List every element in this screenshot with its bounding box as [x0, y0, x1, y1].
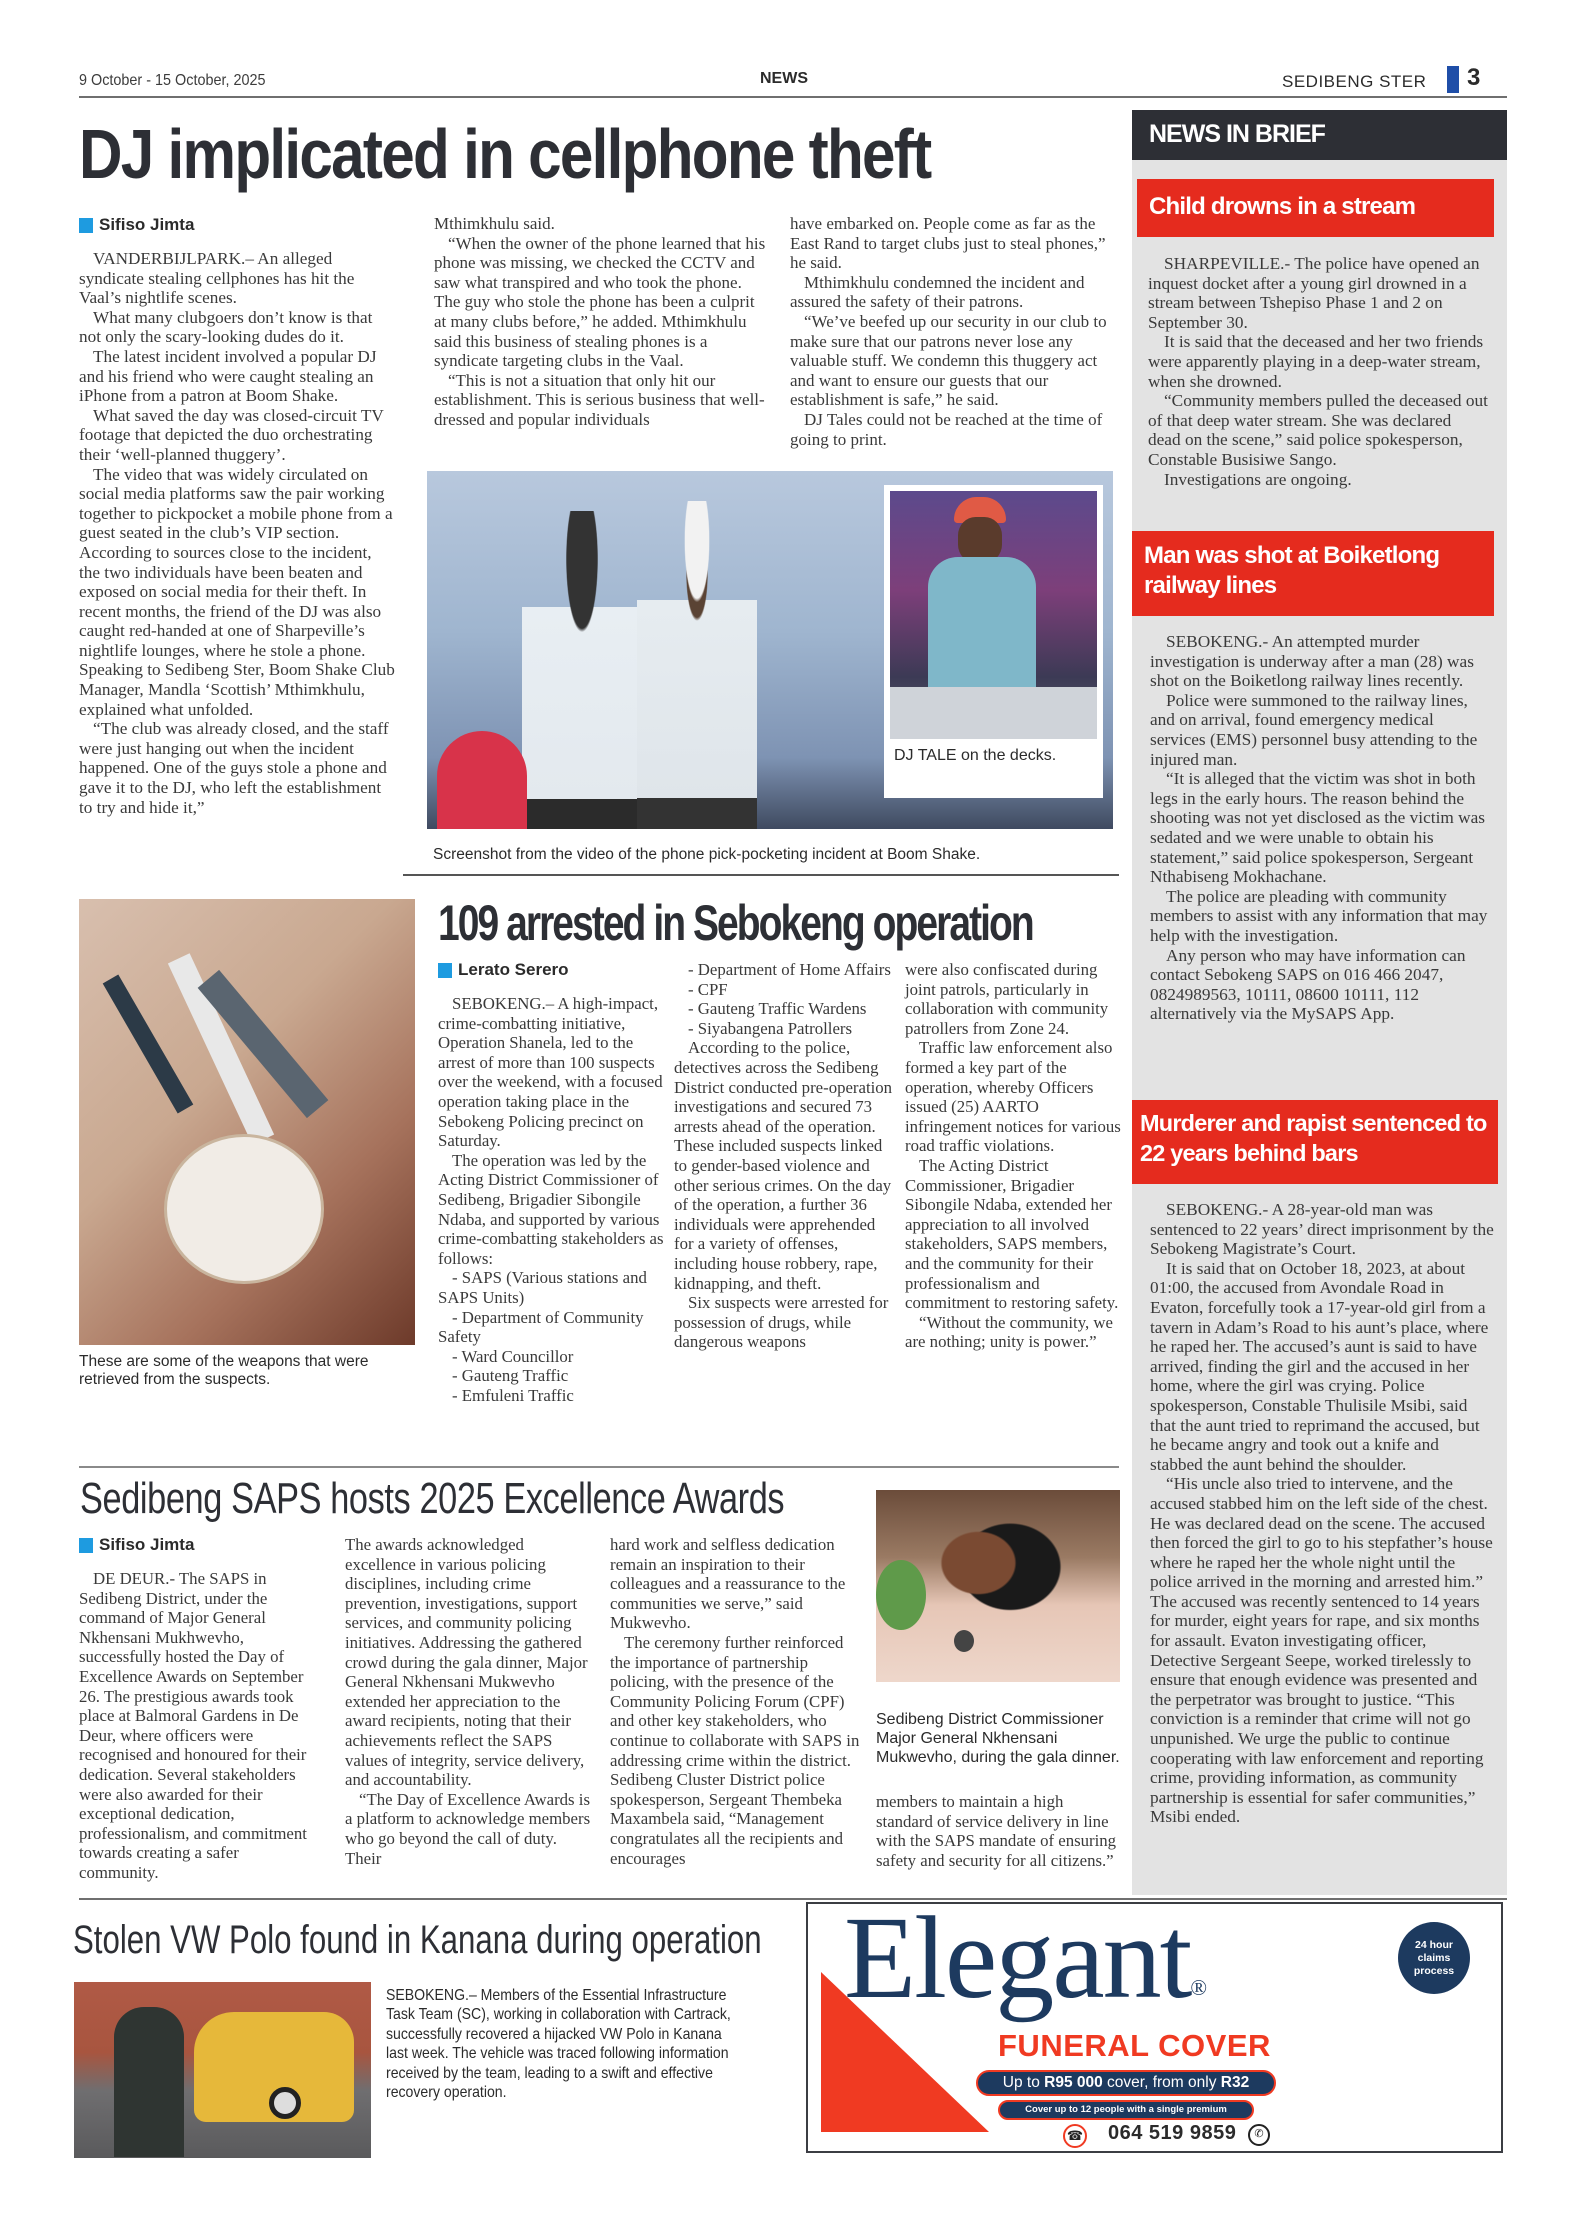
- elegant-funeral-cover-ad[interactable]: [806, 1902, 1503, 2153]
- offer-price: R32: [1220, 2074, 1250, 2091]
- dj-shirt: [928, 557, 1036, 697]
- dj-column-1: [79, 215, 395, 817]
- bucket: [164, 1134, 324, 1284]
- dj-decks: [890, 687, 1097, 739]
- offer-amount: R95 000: [1044, 2074, 1103, 2091]
- arrests-column-2: [674, 960, 894, 1352]
- paragraph: DE DEUR.- The SAPS in Sedibeng District, under the command of Major General Nkhensani Mukhwevho, successfully hosted the Day of Excellence Awards on September 26. The prestigious awards took place at Balmoral Gardens in De Deur, where officers were recognised and honoured for their dedication. Several stakeholders were also awarded for their exceptional dedication, professionalism, and commitment towards creating a safer community.: [79, 1569, 307, 1882]
- brief-headline-murderer-sentenced: Murderer and rapist sentenced to 22 years behind bars: [1132, 1100, 1498, 1184]
- arrests-column-1: [438, 960, 664, 1405]
- registered-mark: ®: [1190, 1975, 1206, 2000]
- flowers: [876, 1560, 926, 1630]
- awards-column-1: [79, 1535, 319, 1883]
- brief-headline-man-shot: Man was shot at Boiketlong railway lines: [1132, 531, 1494, 616]
- paragraph: Investigations are ongoing.: [1164, 469, 1352, 489]
- paragraph: The operation was led by the Acting District Commissioner of Sedibeng, Brigadier Sibongile Ndaba, and supported by various crime-combatting stakeholders as follows:: [438, 1150, 664, 1268]
- dj-inset-frame: [884, 485, 1103, 798]
- cctv-photo-caption: Screenshot from the video of the phone pick-pocketing incident at Boom Shake.: [433, 846, 981, 863]
- section-divider: [403, 874, 1119, 876]
- suspect-figure-1: [522, 511, 642, 829]
- paragraph: VANDERBIJLPARK.– An alleged syndicate stealing cellphones has hit the Vaal’s nightlife scenes.: [79, 249, 355, 308]
- byline-author: Sifiso Jimta: [99, 1535, 195, 1554]
- paragraph: The latest incident involved a popular DJ and his friend who were caught stealing an iPhone from a patron at Boom Shake.: [79, 346, 377, 406]
- byline-author: Sifiso Jimta: [99, 215, 195, 234]
- page-number-bar: [1447, 66, 1459, 93]
- paragraph: “When the owner of the phone learned that his phone was missing, we checked the CCTV and saw what transpired and who took the phone. The guy who stole the phone has been a culprit at many clubs before,” he added. Mthimkhulu said this business of stealing phones is a syndicate targeting clubs in the Vaal.: [434, 233, 766, 371]
- paragraph: have embarked on. People come as far as the East Rand to target clubs just to steal phones,” he said.: [790, 214, 1106, 273]
- news-in-brief-header: NEWS IN BRIEF: [1132, 110, 1507, 160]
- paragraph: It is said that the deceased and her two friends were apparently playing in a deep-water stream, when she drowned.: [1148, 332, 1484, 391]
- patron-red-cap: [437, 731, 527, 829]
- ad-product: FUNERAL COVER: [998, 2028, 1271, 2063]
- paragraph: “It is alleged that the victim was shot in both legs in the early hours. The reason behind the shooting was not yet disclosed as the victim was sedated and we were unable to obtain his statement,” said police spokesperson, Sergeant Nthabiseng Mokhachane.: [1150, 769, 1486, 887]
- ad-brand: [844, 1902, 1206, 2023]
- whatsapp-icon: ✆: [1248, 2124, 1270, 2146]
- section-label: NEWS: [760, 70, 808, 87]
- microphone: [954, 1630, 974, 1652]
- brief-body-murderer-sentenced: [1150, 1200, 1495, 1827]
- paragraph: The awards acknowledged excellence in various policing disciplines, including crime prevention, investigations, support services, and community policing initiatives. Addressing the gathered crowd during the gala dinner, Major General Nkhensani Mukwevho extended her appreciation to the award recipients, noting that their achievements reflect the SAPS values of integrity, service delivery, and accountability.: [345, 1535, 588, 1790]
- suspect-figure-2: [637, 501, 757, 829]
- claims-badge: [1398, 1922, 1470, 1994]
- paragraph: SEBOKENG.- A 28-year-old man was sentenced to 22 years’ direct imprisonment by the Sebokeng Magistrate’s Court.: [1150, 1200, 1494, 1259]
- dj-column-2: [434, 214, 770, 430]
- paragraph: “Without the community, we are nothing; unity is power.”: [905, 1312, 1113, 1352]
- machete-1: [103, 975, 194, 1114]
- issue-date: 9 October - 15 October, 2025: [79, 72, 266, 89]
- paragraph: - Siyabangena Patrollers: [688, 1018, 853, 1038]
- badge-text: 24 hour: [1415, 1939, 1453, 1951]
- paragraph: - Emfuleni Traffic: [452, 1385, 574, 1405]
- headline-polo: Stolen VW Polo found in Kanana during operation: [73, 1918, 762, 1962]
- paragraph: - Ward Councillor: [452, 1346, 574, 1366]
- article-body: [79, 249, 395, 817]
- paragraph: - Gauteng Traffic Wardens: [688, 999, 867, 1019]
- vw-polo-photo: [74, 1982, 371, 2158]
- headline-awards: Sedibeng SAPS hosts 2025 Excellence Awards: [80, 1474, 785, 1523]
- paragraph: - SAPS (Various stations and SAPS Units): [438, 1268, 647, 1307]
- paragraph: The police are pleading with community members to assist with any information that may help with the investigation.: [1150, 886, 1488, 945]
- weapons-photo-caption: These are some of the weapons that were retrieved from the suspects.: [79, 1353, 369, 1388]
- byline-author: Lerato Serero: [458, 960, 569, 979]
- ad-tagline-pill: Cover up to 12 people with a single premium: [998, 2100, 1254, 2120]
- inset-caption: DJ TALE on the decks.: [894, 747, 1057, 764]
- byline: [79, 215, 395, 235]
- commissioner-photo: [876, 1490, 1120, 1682]
- paragraph: - Department of Home Affairs: [688, 960, 891, 979]
- byline-marker-icon: [79, 218, 93, 233]
- brief-body-man-shot: [1150, 632, 1490, 1024]
- ad-phone-number[interactable]: 064 519 9859: [1108, 2122, 1237, 2144]
- ad-offer-pill: [976, 2070, 1276, 2096]
- section-divider: [79, 1898, 1507, 1900]
- paragraph: “The club was already closed, and the staff were just hanging out when the incident happened. One of the guys stole a phone and gave it to the DJ, who left the establishment to try and hide it,”: [79, 719, 389, 817]
- paragraph: were also confiscated during joint patrols, particularly in collaboration with community patrollers from Zone 24.: [905, 960, 1109, 1038]
- paragraph: - Gauteng Traffic: [452, 1366, 569, 1386]
- headline-dj-theft: DJ implicated in cellphone theft: [79, 115, 931, 193]
- brief-body-child-drowns: [1148, 254, 1488, 489]
- headline-arrests: 109 arrested in Sebokeng operation: [438, 895, 1033, 951]
- article-body: [79, 1569, 319, 1883]
- paragraph: - CPF: [688, 979, 728, 999]
- badge-text: claims: [1417, 1952, 1451, 1964]
- byline-marker-icon: [438, 963, 452, 978]
- paragraph: It is said that on October 18, 2023, at about 01:00, the accused from Avondale Road in Evaton, forcefully took a 17-year-old girl from a tavern in Adam’s Road to his aunt’s place, where he raped her. The accused’s aunt is said to have arrived, finding the girl and the accused in her home, where the girl was crying. Police spokesperson, Constable Thulisile Msibi, said that the aunt tried to reprimand the accused, but he became angry and took out a knife and stabbed the aunt behind the shoulder.: [1150, 1258, 1489, 1474]
- telephone-icon: ☎: [1063, 2124, 1087, 2148]
- paragraph: The ceremony further reinforced the importance of partnership policing, with the presence of the Community Policing Forum (CPF) and other key stakeholders, who continue to collaborate with SAPS in addressing crime within the district. Sedibeng Cluster District police spokesperson, Sergeant Thembeka Maxambela said, “Management congratulates all the recipients and encourages: [610, 1632, 860, 1868]
- article-body: [438, 994, 664, 1405]
- paragraph: members to maintain a high standard of service delivery in line with the SAPS mandate of ensuring safety and security for all citizens.”: [876, 1792, 1117, 1870]
- paragraph: The Acting District Commissioner, Brigadier Sibongile Ndaba, extended her appreciation to all involved stakeholders, SAPS members, and the community for their professionalism and commitment to restoring safety.: [905, 1155, 1119, 1313]
- paragraph: The video that was widely circulated on social media platforms saw the pair working together to pickpocket a mobile phone from a guest seated in the club’s VIP section. According to sources close to the incident, the two individuals have been beaten and exposed on social media for their theft. In recent months, the friend of the DJ was also caught red-handed at one of Sharpeville’s nightlife lounges, where he stole a phone. Speaking to Sedibeng Ster, Boom Shake Club Manager, Mandla ‘Scottish’ Mthimkhulu, explained what unfolded.: [79, 464, 395, 719]
- byline: [79, 1535, 319, 1555]
- header-divider: [79, 96, 1507, 98]
- commissioner-photo-caption: Sedibeng District Commissioner Major General Nkhensani Mukwevho, during the gala dinner.: [876, 1711, 1120, 1766]
- paragraph: According to the police, detectives across the Sedibeng District conducted pre-operation investigations and secured 73 arrests ahead of the operation. These included suspects linked to gender-based violence and other serious crimes. On the day of the operation, a further 36 individuals were apprehended for a variety of offenses, including house robbery, rape, kidnapping, and theft.: [674, 1038, 893, 1293]
- cctv-screenshot-photo: [427, 471, 1113, 829]
- paragraph: SEBOKENG.- An attempted murder investigation is underway after a man (28) was shot on the Boiketlong railway lines recently.: [1150, 632, 1474, 691]
- paragraph: What saved the day was closed-circuit TV footage that depicted the duo orchestrating their ‘well-planned thuggery’.: [79, 405, 384, 464]
- offer-text: Up to: [1002, 2074, 1045, 2091]
- weapons-photo: [79, 899, 415, 1345]
- badge-text: process: [1413, 1965, 1455, 1977]
- paragraph: Police were summoned to the railway lines, and on arrival, found emergency medical services (EMS) personnel busy attending to the injured man.: [1150, 690, 1478, 769]
- paragraph: Mthimkhulu condemned the incident and assured the safety of their patrons.: [790, 272, 1085, 312]
- dj-tale-photo: [890, 491, 1097, 739]
- police-officers: [114, 2007, 184, 2157]
- paragraph: “The Day of Excellence Awards is a platform to acknowledge members who go beyond the call of duty. Their: [345, 1789, 591, 1868]
- paragraph: - Department of Community Safety: [438, 1307, 644, 1347]
- byline: [438, 960, 664, 980]
- byline-marker-icon: [79, 1538, 93, 1553]
- paragraph: Any person who may have information can contact Sebokeng SAPS on 016 466 2047, 0824989563, 10111, 08600 10111, 112 alternatively via the MySAPS App.: [1150, 945, 1466, 1024]
- paragraph: “Community members pulled the deceased out of that deep water stream. She was declared dead on the scene,” said police spokesperson, Constable Busisiwe Sango.: [1148, 391, 1488, 469]
- publication-name: SEDIBENG STER: [1282, 72, 1427, 91]
- paragraph: What many clubgoers don’t know is that not only the scary-looking dudes do it.: [79, 307, 373, 347]
- paragraph: DJ Tales could not be reached at the time of going to print.: [790, 409, 1103, 449]
- arrests-column-3: [905, 960, 1127, 1352]
- paragraph: SEBOKENG.– A high-impact, crime-combatting initiative, Operation Shanela, led to the arrest of more than 100 suspects over the weekend, with a focused operation taking place in the Sebokeng Policing precinct on Saturday.: [438, 994, 663, 1151]
- paragraph: Six suspects were arrested for possession of drugs, while dangerous weapons: [674, 1293, 889, 1352]
- car-wheel: [269, 2087, 301, 2119]
- ad-brand-text: Elegant: [844, 1902, 1191, 2023]
- offer-text: cover, from only: [1102, 2074, 1221, 2091]
- brief-headline-child-drowns: Child drowns in a stream: [1137, 179, 1494, 237]
- paragraph: Traffic law enforcement also formed a key part of the operation, whereby Officers issued (25) AARTO infringement notices for various road traffic violations.: [905, 1038, 1121, 1156]
- polo-article-body: SEBOKENG.– Members of the Essential Infrastructure Task Team (SC), working in collaboration with Cartrack, successfully recovered a hijacked VW Polo in Kanana last week. The vehicle was traced following information received by the team, leading to a swift and effective recovery operation.: [386, 1987, 731, 2102]
- dj-column-3: [790, 214, 1120, 449]
- paragraph: hard work and selfless dedication remain an inspiration to their colleagues and a reassurance to the communities we serve,” said Mukwevho.: [610, 1535, 846, 1633]
- paragraph: SHARPEVILLE.- The police have opened an inquest docket after a young girl drowned in a stream between Tshepiso Phase 1 and 2 on September 30.: [1148, 254, 1480, 332]
- awards-column-3: [610, 1535, 860, 1868]
- paragraph: Mthimkhulu said.: [434, 214, 555, 233]
- awards-column-4: [876, 1792, 1120, 1870]
- paragraph: “We’ve beefed up our security in our club to make sure that our patrons never lose any valuable stuff. We condemn this thuggery act and want to ensure our guests that our establishment is safe,” he said.: [790, 311, 1107, 410]
- page-number: 3: [1467, 64, 1481, 91]
- paragraph: “His uncle also tried to intervene, and the accused stabbed him on the left side of the chest. He was declared dead on the scene. The accused then forced the girl to go to his stepfather’s house where he raped her the whole night until the police arrived in the morning and arrested him.” The accused was recently sentenced to 14 years for murder, eight years for rape, and six months for assault. Evaton investigating officer, Detective Sergeant Seepe, worked tirelessly to ensure that enough evidence was presented and the perpetrator was brought to justice. “This conviction is a reminder that crime will not go unpunished. We urge the public to continue cooperating with law enforcement and reporting crime, providing information, as community partnership is essential for safer communities,” Msibi ended.: [1150, 1474, 1493, 1827]
- awards-column-2: [345, 1535, 597, 1868]
- section-divider: [79, 1466, 1119, 1468]
- paragraph: “This is not a situation that only hit our establishment. This is serious business that well-dressed and popular individuals: [434, 370, 765, 429]
